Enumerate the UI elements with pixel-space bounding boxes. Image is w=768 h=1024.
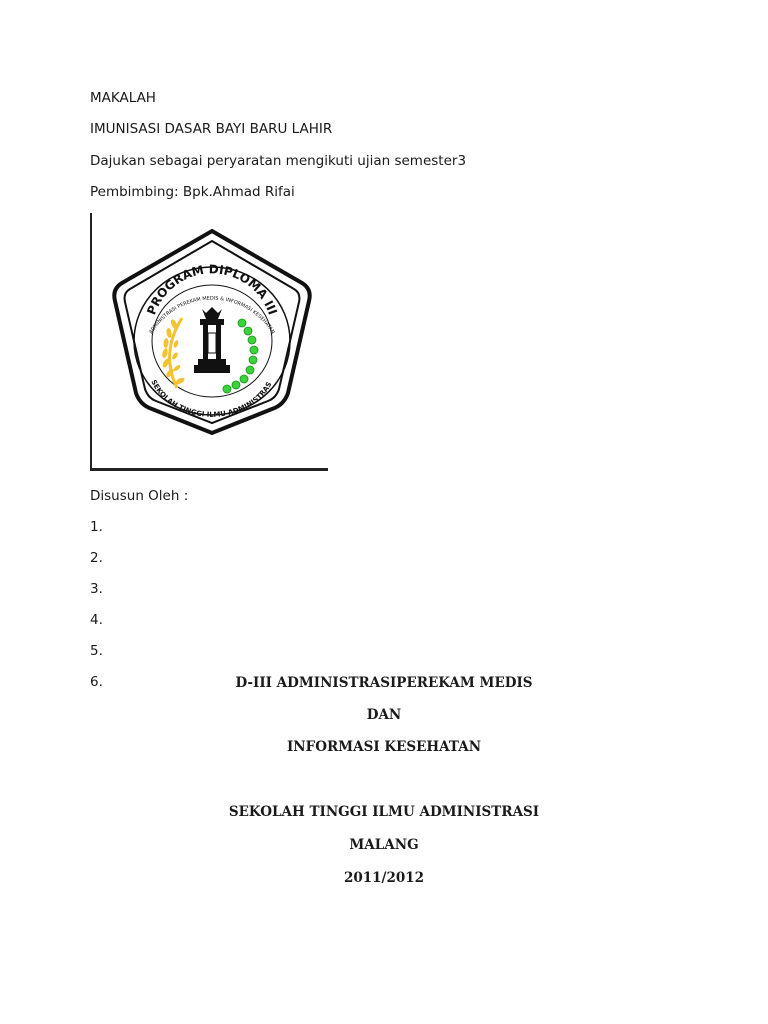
program-conjunction: DAN — [366, 707, 402, 723]
school-name: SEKOLAH TINGGI ILMU ADMINISTRASI — [228, 804, 540, 820]
author-item-3: 3. — [90, 581, 103, 597]
doc-type: MAKALAH — [90, 90, 156, 106]
author-item-2: 2. — [90, 550, 103, 566]
logo-top-text: PROGRAM DIPLOMA III — [144, 262, 280, 317]
author-item-1: 1. — [90, 519, 103, 535]
program-name: D-III ADMINISTRASIPEREKAM MEDIS — [235, 675, 533, 691]
institution-logo — [90, 213, 328, 471]
logo-emblem — [102, 223, 322, 453]
logo-bottom-text: SEKOLAH TINGGI ILMU ADMINISTRAS — [149, 378, 274, 419]
logo-inner-text: ADMINISTRASI PEREKAM MEDIS & INFORMASI KESEHATAN — [148, 295, 276, 336]
doc-title: IMUNISASI DASAR BAYI BARU LAHIR — [90, 121, 333, 137]
city-name: MALANG — [349, 837, 419, 853]
author-item-4: 4. — [90, 612, 103, 628]
department-name: INFORMASI KESEHATAN — [286, 739, 482, 755]
academic-year: 2011/2012 — [343, 870, 425, 886]
author-item-6: 6. — [90, 674, 103, 690]
author-item-5: 5. — [90, 643, 103, 659]
doc-supervisor: Pembimbing: Bpk.Ahmad Rifai — [90, 184, 295, 200]
doc-purpose: Dajukan sebagai peryaratan mengikuti ujian semester3 — [90, 153, 467, 169]
authors-label: Disusun Oleh : — [90, 488, 189, 504]
